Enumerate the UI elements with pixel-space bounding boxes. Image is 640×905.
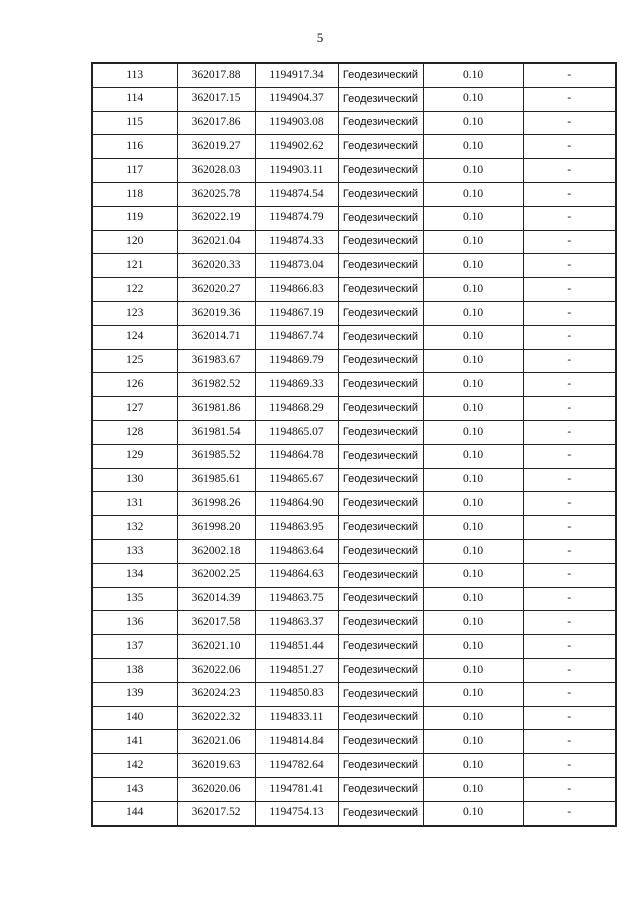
- x-coordinate-cell: 362024.23: [177, 682, 255, 706]
- accuracy-cell: 0.10: [423, 373, 523, 397]
- method-cell: Геодезический: [338, 111, 423, 135]
- method-cell: Геодезический: [338, 635, 423, 659]
- x-coordinate-cell: 361998.20: [177, 516, 255, 540]
- note-cell: -: [523, 587, 616, 611]
- point-number-cell: 130: [92, 468, 177, 492]
- x-coordinate-cell: 362021.06: [177, 730, 255, 754]
- x-coordinate-cell: 362022.32: [177, 706, 255, 730]
- accuracy-cell: 0.10: [423, 349, 523, 373]
- method-cell: Геодезический: [338, 301, 423, 325]
- y-coordinate-cell: 1194874.54: [255, 182, 338, 206]
- x-coordinate-cell: 362019.27: [177, 135, 255, 159]
- method-cell: Геодезический: [338, 349, 423, 373]
- x-coordinate-cell: 362028.03: [177, 159, 255, 183]
- method-cell: Геодезический: [338, 539, 423, 563]
- y-coordinate-cell: 1194869.79: [255, 349, 338, 373]
- note-cell: -: [523, 397, 616, 421]
- x-coordinate-cell: 362020.06: [177, 777, 255, 801]
- y-coordinate-cell: 1194868.29: [255, 397, 338, 421]
- x-coordinate-cell: 362017.58: [177, 611, 255, 635]
- y-coordinate-cell: 1194865.67: [255, 468, 338, 492]
- y-coordinate-cell: 1194865.07: [255, 420, 338, 444]
- table-row: [92, 587, 616, 611]
- method-cell: Геодезический: [338, 777, 423, 801]
- method-cell: Геодезический: [338, 373, 423, 397]
- point-number-cell: 115: [92, 111, 177, 135]
- point-number-cell: 128: [92, 420, 177, 444]
- table-row: [92, 682, 616, 706]
- y-coordinate-cell: 1194873.04: [255, 254, 338, 278]
- point-number-cell: 141: [92, 730, 177, 754]
- accuracy-cell: 0.10: [423, 468, 523, 492]
- y-coordinate-cell: 1194867.74: [255, 325, 338, 349]
- note-cell: -: [523, 230, 616, 254]
- x-coordinate-cell: 361985.61: [177, 468, 255, 492]
- point-number-cell: 127: [92, 397, 177, 421]
- method-cell: Геодезический: [338, 754, 423, 778]
- accuracy-cell: 0.10: [423, 254, 523, 278]
- point-number-cell: 142: [92, 754, 177, 778]
- y-coordinate-cell: 1194864.63: [255, 563, 338, 587]
- table-row: [92, 182, 616, 206]
- accuracy-cell: 0.10: [423, 801, 523, 825]
- y-coordinate-cell: 1194864.78: [255, 444, 338, 468]
- note-cell: -: [523, 87, 616, 111]
- y-coordinate-cell: 1194814.84: [255, 730, 338, 754]
- accuracy-cell: 0.10: [423, 159, 523, 183]
- point-number-cell: 144: [92, 801, 177, 825]
- y-coordinate-cell: 1194833.11: [255, 706, 338, 730]
- y-coordinate-cell: 1194851.44: [255, 635, 338, 659]
- method-cell: Геодезический: [338, 730, 423, 754]
- table-row: [92, 516, 616, 540]
- accuracy-cell: 0.10: [423, 635, 523, 659]
- point-number-cell: 113: [92, 63, 177, 87]
- note-cell: -: [523, 444, 616, 468]
- point-number-cell: 136: [92, 611, 177, 635]
- point-number-cell: 120: [92, 230, 177, 254]
- accuracy-cell: 0.10: [423, 516, 523, 540]
- table-row: [92, 111, 616, 135]
- y-coordinate-cell: 1194904.37: [255, 87, 338, 111]
- table-row: [92, 444, 616, 468]
- y-coordinate-cell: 1194903.08: [255, 111, 338, 135]
- point-number-cell: 131: [92, 492, 177, 516]
- table-row: [92, 611, 616, 635]
- table-row: [92, 492, 616, 516]
- x-coordinate-cell: 362021.10: [177, 635, 255, 659]
- point-number-cell: 116: [92, 135, 177, 159]
- y-coordinate-cell: 1194851.27: [255, 658, 338, 682]
- table-row: [92, 563, 616, 587]
- y-coordinate-cell: 1194863.75: [255, 587, 338, 611]
- point-number-cell: 118: [92, 182, 177, 206]
- accuracy-cell: 0.10: [423, 682, 523, 706]
- x-coordinate-cell: 362017.52: [177, 801, 255, 825]
- table-row: [92, 754, 616, 778]
- accuracy-cell: 0.10: [423, 492, 523, 516]
- note-cell: -: [523, 159, 616, 183]
- point-number-cell: 126: [92, 373, 177, 397]
- accuracy-cell: 0.10: [423, 658, 523, 682]
- accuracy-cell: 0.10: [423, 611, 523, 635]
- method-cell: Геодезический: [338, 87, 423, 111]
- y-coordinate-cell: 1194874.79: [255, 206, 338, 230]
- accuracy-cell: 0.10: [423, 135, 523, 159]
- note-cell: -: [523, 135, 616, 159]
- note-cell: -: [523, 801, 616, 825]
- note-cell: -: [523, 635, 616, 659]
- y-coordinate-cell: 1194917.34: [255, 63, 338, 87]
- table-row: [92, 658, 616, 682]
- method-cell: Геодезический: [338, 682, 423, 706]
- accuracy-cell: 0.10: [423, 444, 523, 468]
- accuracy-cell: 0.10: [423, 230, 523, 254]
- note-cell: -: [523, 373, 616, 397]
- table-row: [92, 278, 616, 302]
- x-coordinate-cell: 362002.18: [177, 539, 255, 563]
- note-cell: -: [523, 754, 616, 778]
- accuracy-cell: 0.10: [423, 111, 523, 135]
- table-row: [92, 777, 616, 801]
- note-cell: -: [523, 111, 616, 135]
- accuracy-cell: 0.10: [423, 182, 523, 206]
- y-coordinate-cell: 1194864.90: [255, 492, 338, 516]
- note-cell: -: [523, 63, 616, 87]
- y-coordinate-cell: 1194874.33: [255, 230, 338, 254]
- note-cell: -: [523, 349, 616, 373]
- x-coordinate-cell: 361981.86: [177, 397, 255, 421]
- method-cell: Геодезический: [338, 706, 423, 730]
- point-number-cell: 135: [92, 587, 177, 611]
- y-coordinate-cell: 1194869.33: [255, 373, 338, 397]
- point-number-cell: 132: [92, 516, 177, 540]
- x-coordinate-cell: 361998.26: [177, 492, 255, 516]
- table-row: [92, 301, 616, 325]
- x-coordinate-cell: 362019.63: [177, 754, 255, 778]
- point-number-cell: 124: [92, 325, 177, 349]
- table-row: [92, 801, 616, 825]
- y-coordinate-cell: 1194866.83: [255, 278, 338, 302]
- y-coordinate-cell: 1194863.95: [255, 516, 338, 540]
- method-cell: Геодезический: [338, 206, 423, 230]
- x-coordinate-cell: 362020.27: [177, 278, 255, 302]
- note-cell: -: [523, 706, 616, 730]
- x-coordinate-cell: 362025.78: [177, 182, 255, 206]
- method-cell: Геодезический: [338, 492, 423, 516]
- point-number-cell: 119: [92, 206, 177, 230]
- method-cell: Геодезический: [338, 658, 423, 682]
- note-cell: -: [523, 468, 616, 492]
- x-coordinate-cell: 362019.36: [177, 301, 255, 325]
- x-coordinate-cell: 362020.33: [177, 254, 255, 278]
- note-cell: -: [523, 563, 616, 587]
- accuracy-cell: 0.10: [423, 706, 523, 730]
- method-cell: Геодезический: [338, 420, 423, 444]
- point-number-cell: 143: [92, 777, 177, 801]
- accuracy-cell: 0.10: [423, 63, 523, 87]
- note-cell: -: [523, 658, 616, 682]
- table-row: [92, 325, 616, 349]
- table-row: [92, 63, 616, 87]
- method-cell: Геодезический: [338, 278, 423, 302]
- method-cell: Геодезический: [338, 325, 423, 349]
- point-number-cell: 129: [92, 444, 177, 468]
- coordinates-table: [91, 62, 617, 827]
- point-number-cell: 139: [92, 682, 177, 706]
- table-row: [92, 539, 616, 563]
- note-cell: -: [523, 182, 616, 206]
- note-cell: -: [523, 325, 616, 349]
- table-row: [92, 135, 616, 159]
- table-row: [92, 420, 616, 444]
- point-number-cell: 134: [92, 563, 177, 587]
- method-cell: Геодезический: [338, 611, 423, 635]
- accuracy-cell: 0.10: [423, 301, 523, 325]
- x-coordinate-cell: 362022.19: [177, 206, 255, 230]
- table-row: [92, 706, 616, 730]
- method-cell: Геодезический: [338, 516, 423, 540]
- note-cell: -: [523, 611, 616, 635]
- point-number-cell: 133: [92, 539, 177, 563]
- table-row: [92, 230, 616, 254]
- page-number: 5: [316, 30, 324, 45]
- x-coordinate-cell: 362017.86: [177, 111, 255, 135]
- x-coordinate-cell: 361982.52: [177, 373, 255, 397]
- method-cell: Геодезический: [338, 587, 423, 611]
- note-cell: -: [523, 254, 616, 278]
- x-coordinate-cell: 361981.54: [177, 420, 255, 444]
- x-coordinate-cell: 362014.71: [177, 325, 255, 349]
- method-cell: Геодезический: [338, 230, 423, 254]
- accuracy-cell: 0.10: [423, 397, 523, 421]
- method-cell: Геодезический: [338, 801, 423, 825]
- point-number-cell: 138: [92, 658, 177, 682]
- x-coordinate-cell: 362014.39: [177, 587, 255, 611]
- accuracy-cell: 0.10: [423, 278, 523, 302]
- y-coordinate-cell: 1194867.19: [255, 301, 338, 325]
- accuracy-cell: 0.10: [423, 420, 523, 444]
- note-cell: -: [523, 206, 616, 230]
- point-number-cell: 121: [92, 254, 177, 278]
- point-number-cell: 117: [92, 159, 177, 183]
- y-coordinate-cell: 1194863.64: [255, 539, 338, 563]
- table-row: [92, 468, 616, 492]
- accuracy-cell: 0.10: [423, 754, 523, 778]
- method-cell: Геодезический: [338, 397, 423, 421]
- method-cell: Геодезический: [338, 468, 423, 492]
- note-cell: -: [523, 492, 616, 516]
- accuracy-cell: 0.10: [423, 563, 523, 587]
- method-cell: Геодезический: [338, 563, 423, 587]
- accuracy-cell: 0.10: [423, 730, 523, 754]
- x-coordinate-cell: 362002.25: [177, 563, 255, 587]
- point-number-cell: 123: [92, 301, 177, 325]
- y-coordinate-cell: 1194863.37: [255, 611, 338, 635]
- point-number-cell: 122: [92, 278, 177, 302]
- note-cell: -: [523, 682, 616, 706]
- point-number-cell: 125: [92, 349, 177, 373]
- y-coordinate-cell: 1194754.13: [255, 801, 338, 825]
- x-coordinate-cell: 362021.04: [177, 230, 255, 254]
- note-cell: -: [523, 278, 616, 302]
- table-row: [92, 254, 616, 278]
- method-cell: Геодезический: [338, 182, 423, 206]
- method-cell: Геодезический: [338, 254, 423, 278]
- note-cell: -: [523, 730, 616, 754]
- accuracy-cell: 0.10: [423, 325, 523, 349]
- x-coordinate-cell: 362022.06: [177, 658, 255, 682]
- table-row: [92, 635, 616, 659]
- y-coordinate-cell: 1194850.83: [255, 682, 338, 706]
- y-coordinate-cell: 1194902.62: [255, 135, 338, 159]
- x-coordinate-cell: 362017.88: [177, 63, 255, 87]
- note-cell: -: [523, 301, 616, 325]
- accuracy-cell: 0.10: [423, 206, 523, 230]
- accuracy-cell: 0.10: [423, 87, 523, 111]
- y-coordinate-cell: 1194781.41: [255, 777, 338, 801]
- accuracy-cell: 0.10: [423, 777, 523, 801]
- point-number-cell: 140: [92, 706, 177, 730]
- method-cell: Геодезический: [338, 135, 423, 159]
- table-row: [92, 373, 616, 397]
- method-cell: Геодезический: [338, 63, 423, 87]
- x-coordinate-cell: 362017.15: [177, 87, 255, 111]
- accuracy-cell: 0.10: [423, 539, 523, 563]
- table-row: [92, 87, 616, 111]
- y-coordinate-cell: 1194903.11: [255, 159, 338, 183]
- note-cell: -: [523, 777, 616, 801]
- method-cell: Геодезический: [338, 444, 423, 468]
- table-row: [92, 206, 616, 230]
- table-row: [92, 397, 616, 421]
- y-coordinate-cell: 1194782.64: [255, 754, 338, 778]
- table-row: [92, 730, 616, 754]
- x-coordinate-cell: 361985.52: [177, 444, 255, 468]
- note-cell: -: [523, 420, 616, 444]
- method-cell: Геодезический: [338, 159, 423, 183]
- table-row: [92, 159, 616, 183]
- x-coordinate-cell: 361983.67: [177, 349, 255, 373]
- point-number-cell: 114: [92, 87, 177, 111]
- note-cell: -: [523, 516, 616, 540]
- point-number-cell: 137: [92, 635, 177, 659]
- note-cell: -: [523, 539, 616, 563]
- table-row: [92, 349, 616, 373]
- accuracy-cell: 0.10: [423, 587, 523, 611]
